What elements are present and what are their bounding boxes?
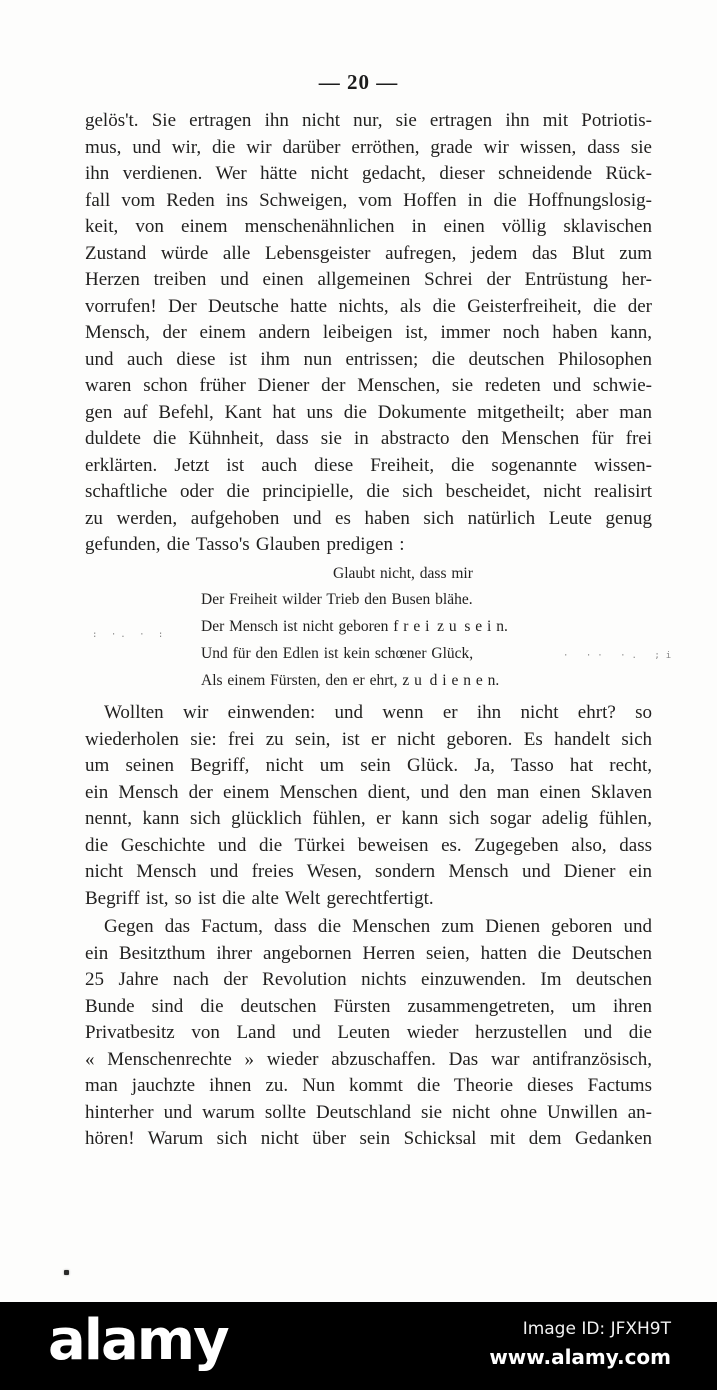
text-line: gen auf Befehl, Kant hat uns die Dokumente mitgetheilt; aber man: [85, 401, 652, 423]
text-line: vorrufen! Der Deutsche hatte nichts, als die Geisterfreiheit, die der: [85, 295, 652, 317]
text-line: erklärten. Jetzt ist auch diese Freiheit, die sogenannte wissen-: [85, 454, 652, 476]
text-line: hören! Warum sich nicht über sein Schicksal mit dem Gedanken: [85, 1128, 652, 1150]
page-number: — 20 —: [318, 70, 399, 94]
text-line: ein Mensch der einem Menschen dient, und den man einen Sklaven: [85, 781, 652, 803]
poem-line: Als einem Fürsten, den er ehrt, z u d i e n e n.: [201, 671, 500, 689]
text-line: hinterher und warum sollte Deutschland sie nicht ohne Unwillen an-: [85, 1101, 652, 1123]
alamy-logo: alamy: [48, 1308, 228, 1373]
text-line: nicht Mensch und freies Wesen, sondern Mensch und Diener ein: [85, 861, 652, 883]
text-line: 25 Jahre nach der Revolution nichts einzuwenden. Im deutschen: [85, 969, 652, 991]
text-line: keit, von einem menschenähnlichen in einen völlig sklavischen: [85, 216, 652, 237]
paragraph: [85, 914, 652, 1153]
poem-line: Glaubt nicht, dass mir: [333, 564, 473, 582]
paragraph: [85, 700, 652, 912]
text-line: Herzen treiben und einen allgemeinen Schrei der Entrüstung her-: [85, 269, 652, 290]
pencil-marks-left: : ·. · :: [92, 630, 168, 640]
text-line: ihn verdienen. Wer hätte nicht gedacht, dieser schneidende Rück-: [85, 163, 652, 184]
text-line: und auch diese ist ihm nun entrissen; die deutschen Philosophen: [85, 348, 652, 370]
poem-line: Und für den Edlen ist kein schœner Glück,: [201, 644, 474, 662]
text-line: zu werden, aufgehoben und es haben sich natürlich Leute genug: [85, 507, 652, 529]
text-line: ein Besitzthum ihrer angebornen Herren seien, hatten die Deutschen: [85, 942, 652, 964]
ink-speck: [64, 1270, 69, 1275]
text-line: Begriff ist, so ist die alte Welt gerechtfertigt.: [85, 887, 434, 909]
text-line: um seinen Begriff, nicht um sein Glück. Ja, Tasso hat recht,: [85, 755, 652, 777]
text-line: duldete die Kühnheit, dass sie in abstracto den Menschen für frei: [85, 428, 652, 449]
text-line: schaftliche oder die principielle, die sich bescheidet, nicht realisirt: [85, 481, 652, 502]
poem-line: Der Mensch ist nicht geboren f r e i z u s e i n.: [201, 618, 508, 636]
text-line: gefunden, die Tasso's Glauben predigen :: [85, 534, 405, 555]
text-line: wiederholen sie: frei zu sein, ist er nicht geboren. Es handelt sich: [85, 728, 652, 750]
text-line: Wollten wir einwenden: und wenn er ihn nicht ehrt? so: [104, 702, 652, 724]
text-line: waren schon früher Diener der Menschen, sie redeten und schwie-: [85, 375, 652, 396]
text-line: « Menschenrechte » wieder abzuschaffen. Das war antifranzösisch,: [85, 1048, 652, 1070]
text-line: Mensch, der einem andern leibeigen ist, immer noch haben kann,: [85, 322, 652, 343]
text-block: [85, 108, 652, 1153]
watermark-meta: [489, 1318, 671, 1371]
text-line: Zustand würde alle Lebensgeister aufregen, jedem das Blut zum: [85, 242, 652, 264]
alamy-url: www.alamy.com: [489, 1344, 671, 1369]
text-line: gelös't. Sie ertragen ihn nicht nur, sie ertragen ihn mit Potriotis-: [85, 110, 652, 131]
text-line: Gegen das Factum, dass die Menschen zum Dienen geboren und: [104, 916, 652, 938]
text-line: nennt, kann sich glücklich fühlen, er kann sich sogar adelig fühlen,: [85, 808, 652, 830]
poem-block: [85, 561, 652, 695]
pencil-marks-right: · ·· ·. ;i: [563, 651, 678, 661]
poem-line: Der Freiheit wilder Trieb den Busen blähe.: [201, 591, 473, 609]
text-line: Privatbesitz von Land und Leuten wieder herzustellen und die: [85, 1022, 652, 1044]
text-line: fall vom Reden ins Schweigen, vom Hoffen in die Hoffnungslosig-: [85, 189, 652, 211]
text-line: Bunde sind die deutschen Fürsten zusammengetreten, um ihren: [85, 995, 652, 1017]
text-line: die Geschichte und die Türkei beweisen es. Zugegeben also, dass: [85, 834, 652, 856]
paragraph: [85, 108, 652, 559]
alamy-watermark-bar: [0, 1302, 717, 1390]
text-line: mus, und wir, die wir darüber erröthen, grade wir wissen, dass sie: [85, 136, 652, 158]
image-id-label: Image ID: JFXH9T: [522, 1319, 671, 1339]
text-line: man jauchzte ihnen zu. Nun kommt die Theorie dieses Factums: [85, 1075, 652, 1097]
